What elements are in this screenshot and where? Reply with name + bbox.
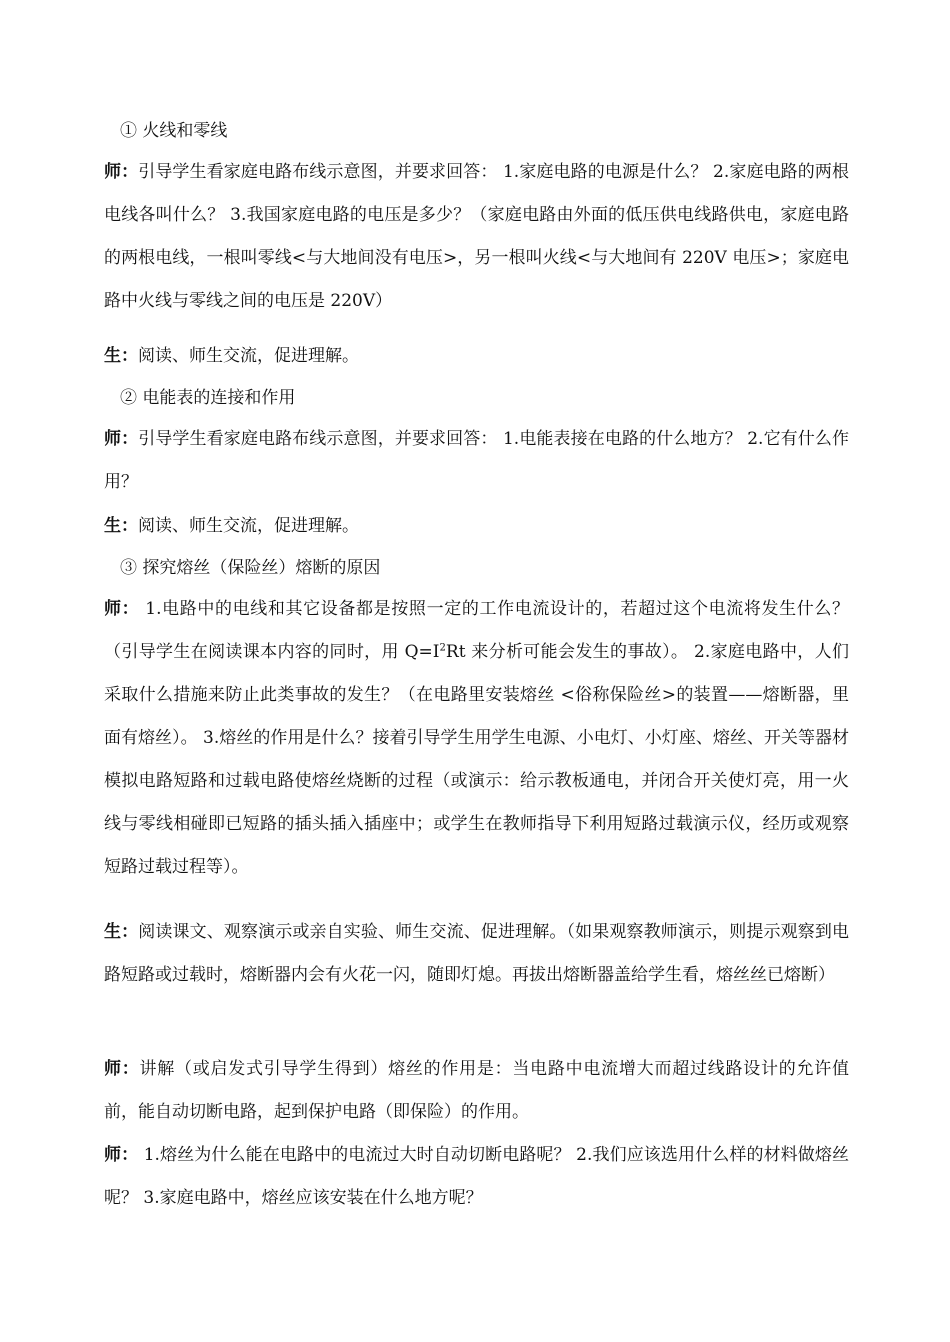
paragraph-text: 阅读课文、观察演示或亲自实验、师生交流、促进理解。（如果观察教师演示，则提示观察到电路短路或过载时，熔断器内会有火花一闪，随即灯熄。再拔出熔断器盖给学生看，熔丝丝已熔断） — [104, 922, 850, 985]
speaker-label: 师： — [104, 599, 140, 619]
section-heading-1: ① 火线和零线 — [120, 121, 228, 141]
teacher-paragraph-1 — [104, 151, 849, 323]
speaker-label: 生： — [104, 346, 138, 366]
speaker-label: 师： — [104, 1059, 140, 1079]
superscript-2: 2 — [439, 642, 446, 654]
speaker-label: 生： — [104, 922, 139, 942]
student-paragraph-2 — [104, 505, 849, 548]
speaker-label: 师： — [104, 162, 139, 182]
paragraph-text: 讲解（或启发式引导学生得到）熔丝的作用是：当电路中电流增大而超过线路设计的允许值前，能自动切断电路，起到保护电路（即保险）的作用。 — [104, 1059, 850, 1122]
student-paragraph-1 — [104, 335, 849, 378]
paragraph-text: 引导学生看家庭电路布线示意图，并要求回答： 1.电能表接在电路的什么地方？ 2.它有什么作用？ — [104, 429, 849, 492]
teacher-paragraph-2 — [104, 418, 849, 504]
paragraph-text: 1.电路中的电线和其它设备都是按照一定的工作电流设计的，若超过这个电流将发生什么？（引导学生在阅读课本内容的同时，用 Q=I — [104, 599, 850, 662]
teacher-paragraph-3 — [104, 588, 849, 889]
teacher-paragraph-4 — [104, 1048, 849, 1134]
speaker-label: 师： — [104, 429, 139, 449]
speaker-label: 生： — [104, 516, 138, 536]
paragraph-text: 阅读、师生交流，促进理解。 — [138, 516, 359, 536]
teacher-paragraph-5 — [104, 1134, 849, 1220]
student-paragraph-3 — [104, 911, 849, 997]
section-heading-3: ③ 探究熔丝（保险丝）熔断的原因 — [120, 558, 381, 578]
paragraph-text: 1.熔丝为什么能在电路中的电流过大时自动切断电路呢？ 2.我们应该选用什么样的材料做熔丝呢？ 3.家庭电路中，熔丝应该安装在什么地方呢？ — [104, 1145, 849, 1208]
paragraph-text-cont: Rt 来分析可能会发生的事故）。 2.家庭电路中，人们采取什么措施来防止此类事故的发生？（在电路里安装熔丝 <俗称保险丝>的装置——熔断器，里面有熔丝）。 3.熔丝的作用是什么？接着引导学生用学生电源、小电灯、小灯座、熔丝、开关等器材模拟电路短路和过载电路使熔丝烧断的过程（或演示：给示教板通电，并闭合开关使灯亮，用一火线与零线相碰即已短路的插头插入插座中；或学生在教师指导下利用短路过载演示仪，经历或观察短路过载过程等）。 — [104, 642, 849, 877]
section-heading-2: ② 电能表的连接和作用 — [120, 388, 296, 408]
paragraph-text: 阅读、师生交流，促进理解。 — [138, 346, 359, 366]
speaker-label: 师： — [104, 1145, 139, 1165]
paragraph-text: 引导学生看家庭电路布线示意图，并要求回答： 1.家庭电路的电源是什么？ 2.家庭电路的两根电线各叫什么？ 3.我国家庭电路的电压是多少？（家庭电路由外面的低压供电线路供电，家庭电路的两根电线，一根叫零线<与大地间没有电压>，另一根叫火线<与大地间有 220V 电压>；家庭电路中火线与零线之间的电压是 220V） — [104, 162, 849, 311]
